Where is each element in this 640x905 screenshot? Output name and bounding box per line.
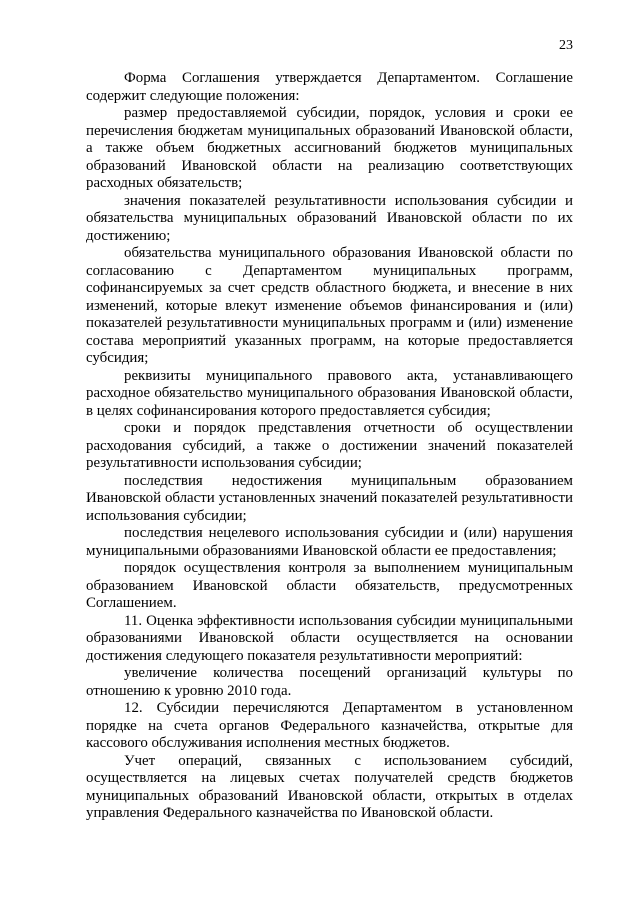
paragraph-12-transfer: 12. Субсидии перечисляются Департаментом в установленном порядке на счета органов Федерального казначейства, открытые для кассового обслуживания исполнения местных бюджетов.	[86, 700, 573, 751]
paragraph-reporting: сроки и порядок представления отчетности об осуществлении расходования субсидий, а также о достижении значений показателей результативности использования субсидии;	[86, 420, 573, 471]
paragraph-misuse: последствия нецелевого использования субсидии и (или) нарушения муниципальными образованиями Ивановской области ее предоставления;	[86, 525, 573, 559]
document-body	[86, 70, 573, 823]
paragraph-11-efficiency: 11. Оценка эффективности использования субсидии муниципальными образованиями Ивановской области осуществляется на основании достижения следующего показателя результативности мероприятий:	[86, 612, 573, 664]
paragraph-control: порядок осуществления контроля за выполнением муниципальным образованием Ивановской области обязательств, предусмотренных Соглашением.	[86, 560, 573, 611]
paragraph-program-obligations: обязательства муниципального образования Ивановской области по согласованию с Департаментом муниципальных программ, софинансируемых за счет средств областного бюджета, и внесение в них изменений, которые влекут изменение объемов финансирования и (или) показателей результативности муниципальных программ и (или) изменение состава мероприятий указанных программ, на которые предоставляется субсидия;	[86, 245, 573, 366]
paragraph-indicator: увеличение количества посещений организаций культуры по отношению к уровню 2010 года.	[86, 665, 573, 699]
page-number: 23	[559, 38, 573, 53]
paragraph-subsidy-amount: размер предоставляемой субсидии, порядок, условия и сроки ее перечисления бюджетам муниципальных образований Ивановской области, а также объем бюджетных ассигнований бюджетов муниципальных образований Ивановской области на реализацию соответствующих расходных обязательств;	[86, 105, 573, 191]
paragraph-accounting: Учет операций, связанных с использованием субсидий, осуществляется на лицевых счетах получателей средств бюджетов муниципальных образований Ивановской области, открытых в отделах управления Федерального казначейства по Ивановской области.	[86, 752, 573, 821]
paragraph-legal-act-details: реквизиты муниципального правового акта, устанавливающего расходное обязательство муниципального образования Ивановской области, в целях софинансирования которого предоставляется субсидия;	[86, 367, 573, 419]
paragraph-indicator-values: значения показателей результативности использования субсидии и обязательства муниципальных образований Ивановской области по их достижению;	[86, 192, 573, 244]
paragraph-non-achievement: последствия недостижения муниципальным образованием Ивановской области установленных значений показателей результативности использования субсидии;	[86, 472, 573, 524]
paragraph-agreement-form: Форма Соглашения утверждается Департаментом. Соглашение содержит следующие положения:	[86, 70, 573, 104]
